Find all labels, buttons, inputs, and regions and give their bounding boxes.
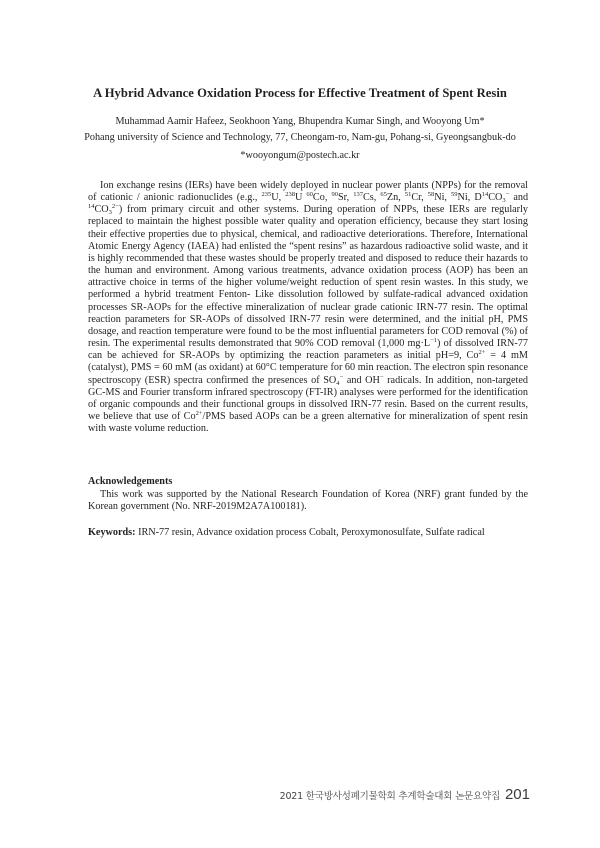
acknowledgements-text: This work was supported by the National Research Foundation of Korea (NRF) grant funded by the Korean government (No. NRF-2019M2A7A100181). <box>88 489 528 513</box>
abstract-paragraph: Ion exchange resins (IERs) have been widely deployed in nuclear power plants (NPPs) for the removal of cationic / anionic radionuclides (e.g., $^{235}$U, $^{238}$U $^{60}$Co, $^{90}$Sr, $^{137}$Cs, $^{65}$Zn, $^{51}$Cr, $^{58}$Ni, $^{59}$Ni, $D^{14}CO_3^-$ and $^{14}CO_3^{2-}$) from primary circuit and other systems. During operation of NPPs, these IERs are regularly replaced to maintain the highest possible water quality and operation efficiency, because they start losing their effective properties due to physical, chemical, and radioactive deteriorations. Therefore, International Atomic Energy Agency (IAEA) had enlisted the “spent resins” as hazardous radioactive solid waste, and it is highly recommended that these wastes should be properly treated and disposed to reduce their hazards to the human and environment. Among various treatments, advance oxidation process (AOP) has been an attractive choice in terms of the higher volume/weight reduction of spent resin wastes. In this study, we performed a hybrid treatment Fenton- Like dissolution followed by sulfate-radical advanced oxidation processes SR-AOPs for the effective mineralization of nuclear grade cationic IRN-77 resin. The optimal reaction parameters for SR-AOPs of dissolved IRN-77 resin were determined, and the initial pH, PMS dosage, and reaction temperature were found to be the most influential parameters for COD removal (%) of resin. The experimental results demonstrated that 90% COD removal (1,000 $mg\cdot L^{-1}$) of dissolved IRN-77 can be achieved for SR-AOPs by optimizing the reaction parameters as initial pH=9, $Co^{2+} = 4$ mM (catalyst), PMS = 60 mM (as oxidant) at 60°C temperature for 60 min reaction. The electron spin resonance spectroscopy (ESR) spectra confirmed the presences of $SO_4^-$ and OH− radicals. In addition, non-targeted GC-MS and Fourier transform infrared spectroscopy (FT-IR) analyses were performed for the identification of organic compounds and their functional groups in dissolved IRN-77 resin. Based on the current results, we believe that use of $Co^{2+}$/PMS based AOPs can be a green alternative for mineralization of spent resin with waste volume reduction. <box>88 180 529 435</box>
affiliation: Pohang university of Science and Technology, 77, Cheongam-ro, Nam-gu, Pohang-si, Gyeongsangbuk-do <box>84 132 516 143</box>
author-list: Muhammad Aamir Hafeez, Seokhoon Yang, Bhupendra Kumar Singh, and Wooyong Um* <box>115 116 485 127</box>
keywords-text: IRN-77 resin, Advance oxidation process Cobalt, Peroxymonosulfate, Sulfate radical <box>135 527 485 538</box>
keywords-label: Keywords: <box>88 527 136 538</box>
page-footer <box>280 786 530 803</box>
abstract <box>88 180 528 435</box>
paper-title: A Hybrid Advance Oxidation Process for Effective Treatment of Spent Resin <box>93 86 507 100</box>
proceedings-title: 2021 한국방사성폐기물학회 추계학술대회 논문요약집 <box>279 791 500 802</box>
keywords <box>88 527 528 538</box>
acknowledgements-heading: Acknowledgements <box>88 476 173 487</box>
corresponding-email: *wooyongum@postech.ac.kr <box>240 150 360 161</box>
page-number: 201 <box>504 786 530 803</box>
